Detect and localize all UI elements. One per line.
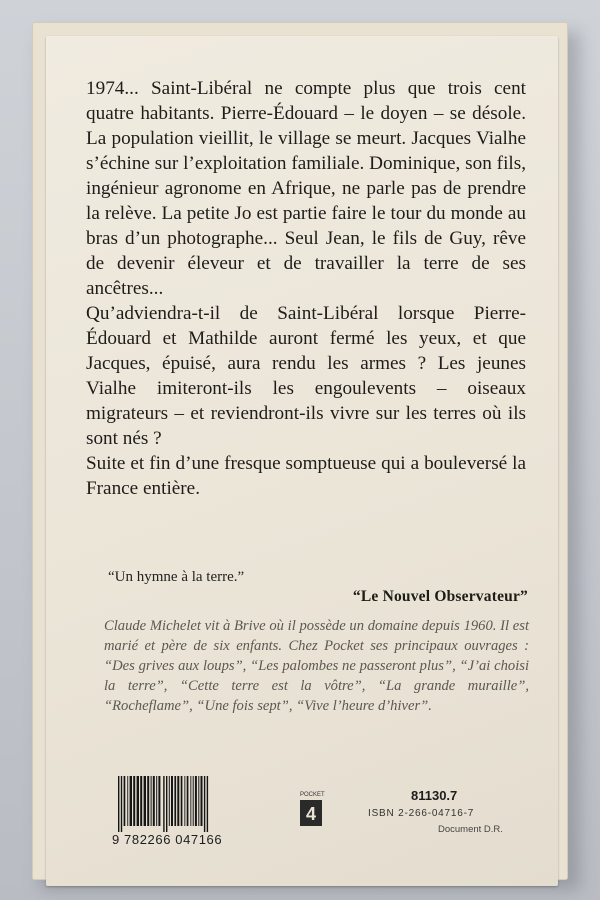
barcode-digits: 9 782266 047166 [112,832,223,847]
barcode-bar [130,776,132,826]
barcode-bar [156,776,157,826]
barcode-bar [181,776,183,826]
barcode-bar [147,776,149,826]
press-quote [108,568,528,606]
barcode-bars [112,776,284,832]
barcode-bar [137,776,139,826]
blurb-text [86,76,526,501]
author-bio: Claude Michelet vit à Brive où il possède un domaine depuis 1960. Il est marié et père de six enfants. Chez Pocket ses principaux ouvrages : “Des grives aux loups”, “Les palombes ne passeront plus”, “J’ai choisi la terre”, “Cette terre est la vôtre”, “La grande muraille”, “Rocheflame”, “Une fois sept”, “Vive l’heure d’hiver”. [104,618,529,714]
blurb-paragraph-1: 1974... Saint-Libéral ne compte plus que trois cent quatre habitants. Pierre-Édouard – le doyen – se désole. La population vieillit, le village se meurt. Jacques Vialhe s’échine sur l’exploitation familiale. Dominique, son fils, ingénieur agronome en Afrique, ne parle pas de prendre la relève. La petite Jo est partie faire le tour du monde au bras d’un photographe... Seul Jean, le fils de Guy, rêve de devenir éleveur et de travailler la terre de ses ancêtres... [86,78,526,299]
barcode-bar [207,776,208,832]
barcode-bar [124,776,126,826]
barcode-bar [163,776,164,832]
blurb-paragraph-3: Suite et fin d’une fresque somptueuse qui a bouleversé la France entière. [86,453,526,499]
barcode-bar [166,776,167,832]
barcode-bar [121,776,122,832]
quote-text: “Un hymne à la terre.” [108,569,245,585]
publisher-logo-icon [300,800,322,826]
isbn: ISBN 2-266-04716-7 [368,808,475,819]
quote-source: “Le Nouvel Observateur” [352,588,528,605]
barcode-bar [118,776,119,832]
barcode-bar [187,776,189,826]
barcode-bar [184,776,185,826]
barcode-bar [174,776,176,826]
catalog-number: 81130.7 [411,788,458,803]
barcode-bar [158,776,160,826]
barcode-bar [195,776,197,826]
document-credit: Document D.R. [438,824,503,835]
book-back-cover [46,36,558,886]
barcode-bar [190,776,191,826]
barcode-bar [204,776,205,832]
barcode-bar [177,776,179,826]
barcode-bar [198,776,199,826]
barcode-bar [201,776,203,826]
barcode-bar [193,776,194,826]
barcode-bar [169,776,170,826]
barcode-bar [140,776,142,826]
barcode-bar [144,776,146,826]
barcode-bar [171,776,173,826]
publisher-logo-label: POCKET [300,792,325,798]
barcode-bar [133,776,135,826]
barcode-bar [153,776,155,826]
blurb-paragraph-2: Qu’adviendra-t-il de Saint-Libéral lorsque Pierre-Édouard et Mathilde auront fermé les yeux, et que Jacques, épuisé, aura rendu les armes ? Les jeunes Vialhe imiteront-ils les engoulevents – oiseaux migrateurs – et reviendront-ils vivre sur les terres où ils sont nés ? [86,303,526,449]
barcode-bar [127,776,128,826]
barcode-bar [151,776,152,826]
publisher-logo-glyph: 4 [305,804,317,824]
